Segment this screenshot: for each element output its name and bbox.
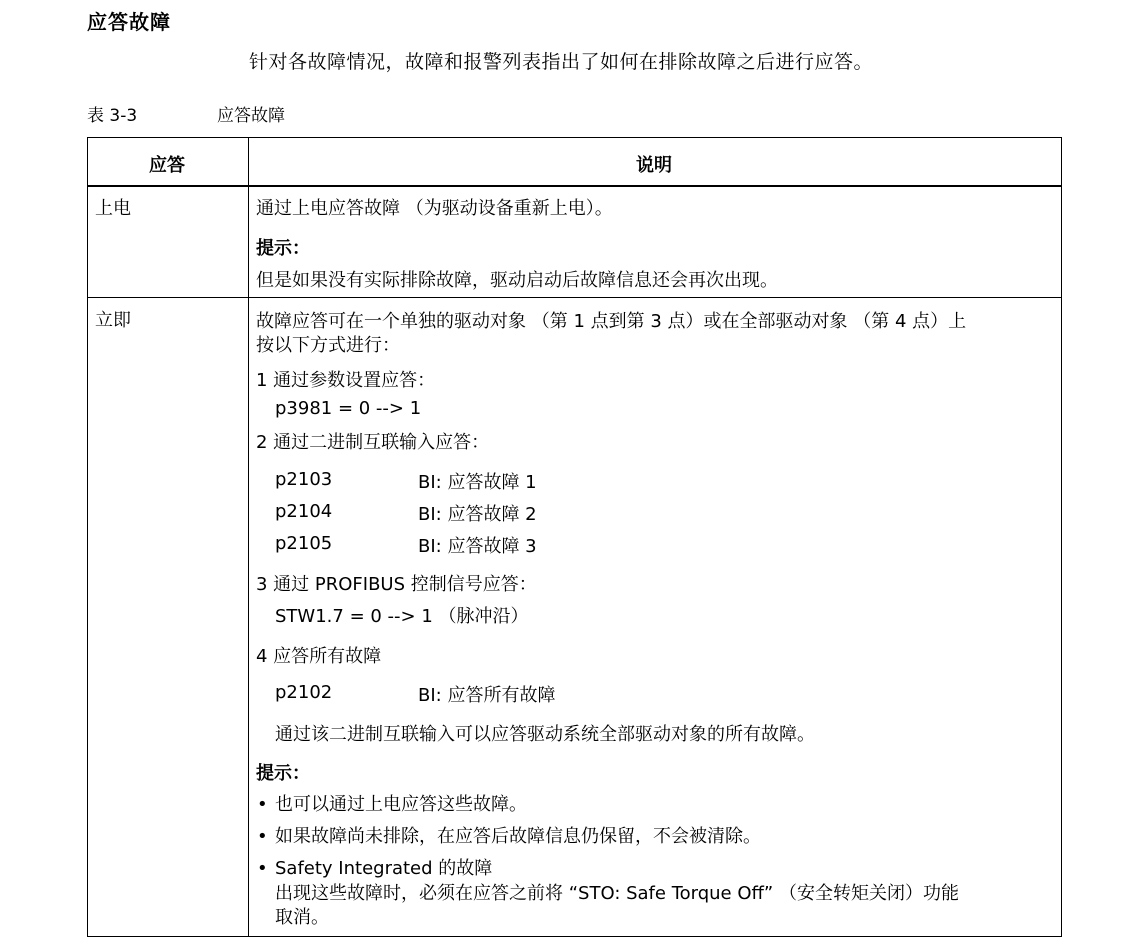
row1-line1: 通过上电应答故障 （为驱动设备重新上电）。: [256, 198, 613, 219]
section-heading: 应答故障: [87, 10, 171, 34]
bullet-item: • Safety Integrated 的故障: [275, 857, 492, 881]
header-ack: 应答: [149, 155, 185, 176]
table-number: 表 3-3: [87, 106, 138, 126]
bullet-item: • 如果故障尚未排除，在应答后故障信息仍保留，不会被清除。: [275, 825, 761, 849]
table-border-right: [1061, 138, 1062, 936]
param-desc: BI: 应答故障 1: [418, 472, 537, 493]
item4-desc: BI: 应答所有故障: [418, 685, 556, 706]
param-code: p2105: [275, 533, 333, 554]
table-column-divider: [248, 138, 249, 936]
item4-title: 4 应答所有故障: [256, 646, 382, 667]
row2-intro-line2: 按以下方式进行：: [256, 335, 400, 356]
fault-ack-table: [87, 137, 1062, 937]
row1-hint-text: 但是如果没有实际排除故障，驱动启动后故障信息还会再次出现。: [256, 270, 778, 291]
header-divider: [87, 185, 1062, 187]
intro-text: 针对各故障情况，故障和报警列表指出了如何在排除故障之后进行应答。: [249, 51, 874, 73]
item3-title: 3 通过 PROFIBUS 控制信号应答：: [256, 574, 537, 595]
item1-title: 1 通过参数设置应答：: [256, 370, 436, 391]
param-code: p2103: [275, 469, 333, 490]
item3-value: STW1.7 = 0 --> 1 （脉冲沿）: [275, 606, 529, 627]
table-border-left: [87, 138, 88, 936]
item4-note: 通过该二进制互联输入可以应答驱动系统全部驱动对象的所有故障。: [275, 724, 815, 745]
row2-intro-line1: 故障应答可在一个单独的驱动对象 （第 1 点到第 3 点）或在全部驱动对象 （第 4 点）上: [256, 311, 967, 332]
row1-label: 上电: [95, 198, 131, 219]
item4-code: p2102: [275, 682, 333, 703]
row-divider: [87, 297, 1062, 298]
bullet-item: • 也可以通过上电应答这些故障。: [275, 793, 527, 817]
item1-value: p3981 = 0 --> 1: [275, 398, 422, 419]
param-desc: BI: 应答故障 2: [418, 504, 537, 525]
row2-hint-label: 提示：: [256, 763, 310, 784]
item2-title: 2 通过二进制互联输入应答：: [256, 432, 490, 453]
row2-label: 立即: [95, 310, 131, 331]
bullet3-line2: 取消。: [275, 907, 329, 928]
param-code: p2104: [275, 501, 333, 522]
row1-hint-label: 提示：: [256, 238, 310, 259]
header-description: 说明: [636, 155, 672, 176]
table-caption: [87, 101, 285, 126]
table-title: 应答故障: [217, 106, 285, 126]
bullet3-line1: 出现这些故障时，必须在应答之前将 “STO: Safe Torque Off” （安全转矩关闭）功能: [275, 883, 959, 904]
param-desc: BI: 应答故障 3: [418, 536, 537, 557]
